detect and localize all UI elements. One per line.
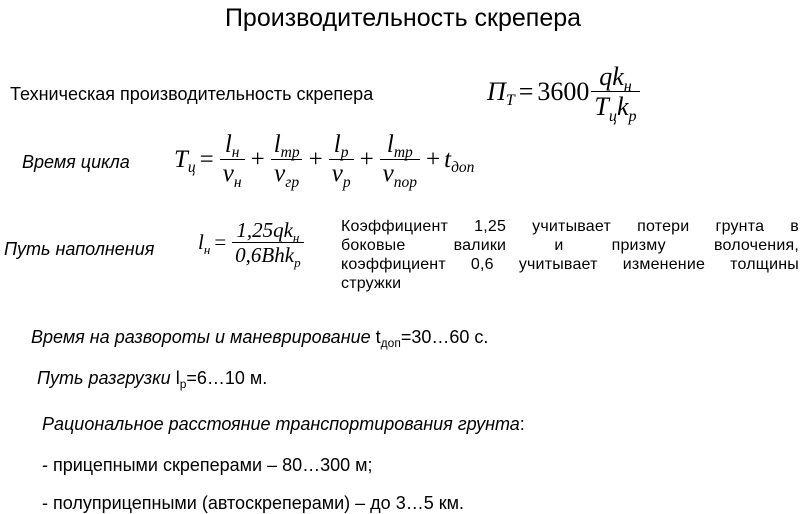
cycle-label: Время цикла (22, 152, 130, 172)
distance-item-semitrailed: - полуприцепными (автоскреперами) – до 3…5 км. (42, 493, 464, 513)
unload-label: Путь разгрузки (37, 368, 171, 388)
equals-sign: = (214, 230, 227, 255)
plus-sign: + (426, 145, 441, 173)
productivity-numerator: $qk_н$ (599, 62, 632, 95)
fill-note-line: коэффициент 0,6 учитывает изменение толщины (341, 256, 799, 273)
fill-label: Путь наполнения (4, 239, 155, 259)
fill-note (341, 217, 799, 293)
unload-symbol: $l_р$ (175, 368, 187, 391)
cycle-fraction-return: $\frac{l_{тр}}{v_{пор}}$ (380, 132, 420, 188)
plus-sign: + (250, 145, 265, 173)
distance-item-trailed: - прицепными скреперами – 80…300 м; (42, 455, 373, 475)
fill-fraction (232, 218, 303, 270)
unload-value: =6…10 м. (186, 368, 268, 388)
fill-formula (198, 218, 306, 270)
equals-sign: = (199, 145, 214, 173)
distance-label: Рациональное расстояние транспортирования грунта (42, 414, 520, 434)
fill-denominator: 0,6Bhk$_р$ (232, 242, 303, 266)
fill-note-line: боковые валики и призму волочения, (341, 237, 799, 254)
turn-time-value: =30…60 с. (400, 327, 489, 347)
fill-note-line: Коэффициент 1,25 учитывает потери грунта в (341, 218, 799, 235)
productivity-denominator: $T_цk_p$ (591, 91, 639, 120)
cycle-tail-term: $t_{доп}$ (444, 145, 475, 177)
cycle-fraction-fill: $\frac{l_н}{v_н}$ (220, 132, 245, 188)
productivity-formula (487, 62, 642, 125)
plus-sign: + (359, 145, 374, 173)
distance-heading: Рациональное расстояние транспортирования грунта: (42, 414, 525, 434)
productivity-lhs: $П_Т$ (487, 76, 515, 110)
plus-sign: + (308, 145, 323, 173)
productivity-coefficient: 3600 (537, 76, 590, 106)
cycle-lhs: $T_ц$ (174, 145, 196, 177)
cycle-fraction-unload: $\frac{l_р}{v_р}$ (329, 132, 354, 188)
productivity-fraction (591, 62, 639, 125)
cycle-fraction-transport: $\frac{l_{тр}}{v_{гр}}$ (271, 132, 303, 188)
productivity-label: Техническая производительность скрепера (10, 84, 374, 104)
turn-time-label: Время на развороты и маневрирование (31, 327, 371, 347)
page-title: Производительность скрепера (224, 4, 582, 32)
fill-numerator: $1,25qk_н$ (236, 218, 300, 245)
cycle-formula (174, 131, 475, 191)
equals-sign: = (518, 76, 534, 106)
fill-note-line: стружки (341, 275, 402, 292)
unload-line (37, 368, 267, 389)
turn-time-line (31, 327, 488, 348)
fill-lhs: $l_н$ (198, 230, 211, 257)
turn-time-symbol: $t_{доп}$ (375, 327, 401, 350)
